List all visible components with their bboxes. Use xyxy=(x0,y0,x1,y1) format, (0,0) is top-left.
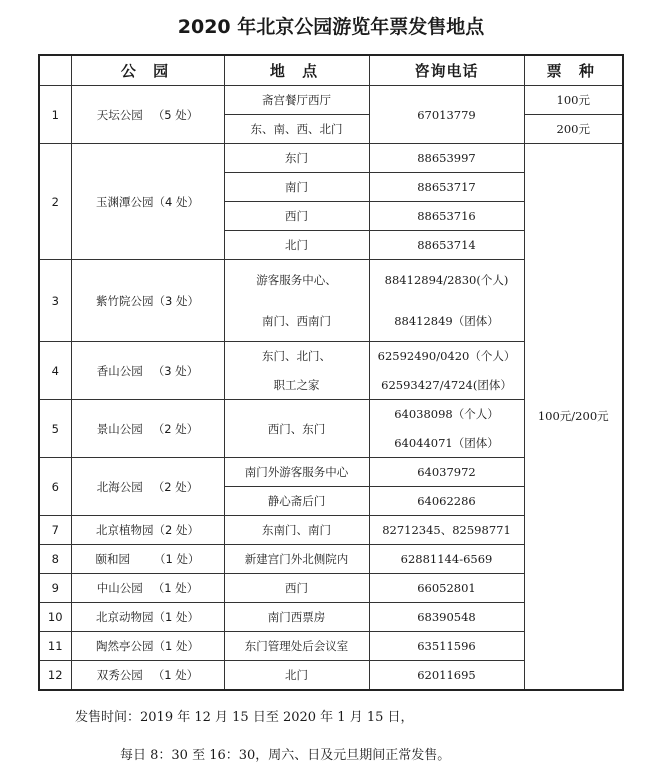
phone: 88653716 xyxy=(369,202,524,231)
ticket-type: 200元 xyxy=(524,115,623,144)
location: 西门、东门 xyxy=(224,400,369,458)
location: 东、南、西、北门 xyxy=(224,115,369,144)
phone: 68390548 xyxy=(369,603,524,632)
park-name-text: 颐和园 xyxy=(95,552,130,566)
row-number: 3 xyxy=(39,260,71,342)
park-name xyxy=(71,260,224,342)
row-number: 12 xyxy=(39,661,71,690)
sale-hours-text: 每日 8：30 至 16：30，周六、日及元旦期间正常发售。 xyxy=(120,748,451,763)
ticket-type: 100元 xyxy=(524,86,623,115)
row-number: 7 xyxy=(39,516,71,545)
park-name xyxy=(71,632,224,661)
ticket-sales-table xyxy=(38,54,624,691)
park-name xyxy=(71,661,224,690)
park-count: （2 处） xyxy=(153,523,199,537)
park-name-text: 紫竹院公园 xyxy=(96,293,154,308)
page-title: 2020 年北京公园游览年票发售地点 xyxy=(177,16,485,38)
table-row xyxy=(39,86,623,115)
park-count: （5 处） xyxy=(152,107,199,122)
row-number: 4 xyxy=(39,342,71,400)
park-count: （3 处） xyxy=(153,293,199,308)
phone: 64037972 xyxy=(369,458,524,487)
park-count: （1 处） xyxy=(152,667,199,682)
row-number: 10 xyxy=(39,603,71,632)
park-name-text: 景山公园 xyxy=(96,421,143,436)
park-count: （2 处） xyxy=(152,421,199,436)
park-name xyxy=(71,603,224,632)
park-name xyxy=(71,144,224,260)
row-number: 5 xyxy=(39,400,71,458)
row-number: 9 xyxy=(39,574,71,603)
park-name xyxy=(71,458,224,516)
park-name-text: 北京植物园 xyxy=(96,523,154,537)
row-number: 8 xyxy=(39,545,71,574)
park-name xyxy=(71,342,224,400)
phone: 63511596 xyxy=(369,632,524,661)
location: 南门外游客服务中心 xyxy=(224,458,369,487)
location: 北门 xyxy=(224,661,369,690)
header-ticket: 票 种 xyxy=(524,55,623,86)
phone: 62593427/4724(团体） xyxy=(369,371,524,400)
header-phone: 咨询电话 xyxy=(369,55,524,86)
phone: 62881144-6569 xyxy=(369,545,524,574)
location: 南门 xyxy=(224,173,369,202)
park-name-text: 中山公园 xyxy=(96,581,143,595)
park-name xyxy=(71,86,224,144)
table-row xyxy=(39,144,623,173)
sale-period-text: 发售时间：2019 年 12 月 15 日至 2020 年 1 月 15 日， xyxy=(75,710,414,725)
park-count: （3 处） xyxy=(152,363,199,378)
park-name-text: 香山公园 xyxy=(96,363,143,378)
phone: 64044071（团体） xyxy=(369,429,524,458)
row-number: 2 xyxy=(39,144,71,260)
park-name xyxy=(71,545,224,574)
park-count: （1 处） xyxy=(154,552,200,566)
phone: 82712345、82598771 xyxy=(369,516,524,545)
phone: 88412849（团体） xyxy=(369,301,524,342)
phone: 88653717 xyxy=(369,173,524,202)
location: 职工之家 xyxy=(224,371,369,400)
phone: 88653714 xyxy=(369,231,524,260)
park-count: （1 处） xyxy=(153,610,199,624)
header-location: 地 点 xyxy=(224,55,369,86)
park-count: （2 处） xyxy=(152,479,199,494)
header-num xyxy=(39,55,71,86)
location: 游客服务中心、 xyxy=(224,260,369,301)
row-number: 11 xyxy=(39,632,71,661)
phone: 64038098（个人） xyxy=(369,400,524,429)
park-name xyxy=(71,400,224,458)
location: 新建宫门外北侧院内 xyxy=(224,545,369,574)
row-number: 1 xyxy=(39,86,71,144)
header-park: 公 园 xyxy=(71,55,224,86)
park-name-text: 玉渊潭公园 xyxy=(96,194,154,209)
location: 静心斋后门 xyxy=(224,487,369,516)
park-name-text: 陶然亭公园 xyxy=(96,639,154,653)
park-name-text: 天坛公园 xyxy=(96,107,143,122)
location: 斋宫餐厅西厅 xyxy=(224,86,369,115)
header-row xyxy=(39,55,623,86)
phone: 62011695 xyxy=(369,661,524,690)
park-name-text: 北海公园 xyxy=(96,479,143,494)
location: 东南门、南门 xyxy=(224,516,369,545)
shared-ticket-type: 100元/200元 xyxy=(524,144,623,690)
phone: 64062286 xyxy=(369,487,524,516)
location: 东门 xyxy=(224,144,369,173)
location: 西门 xyxy=(224,574,369,603)
location: 东门管理处后会议室 xyxy=(224,632,369,661)
phone: 66052801 xyxy=(369,574,524,603)
phone: 62592490/0420（个人） xyxy=(369,342,524,371)
park-count: （1 处） xyxy=(152,581,199,595)
location: 南门、西南门 xyxy=(224,301,369,342)
park-count: （1 处） xyxy=(153,639,199,653)
phone: 88653997 xyxy=(369,144,524,173)
phone: 67013779 xyxy=(369,86,524,144)
park-count: （4 处） xyxy=(153,194,199,209)
park-name-text: 北京动物园 xyxy=(96,610,154,624)
row-number: 6 xyxy=(39,458,71,516)
location: 东门、北门、 xyxy=(224,342,369,371)
park-name xyxy=(71,574,224,603)
location: 南门西票房 xyxy=(224,603,369,632)
park-name-text: 双秀公园 xyxy=(96,667,143,682)
location: 西门 xyxy=(224,202,369,231)
park-name xyxy=(71,516,224,545)
phone: 88412894/2830(个人) xyxy=(369,260,524,301)
location: 北门 xyxy=(224,231,369,260)
